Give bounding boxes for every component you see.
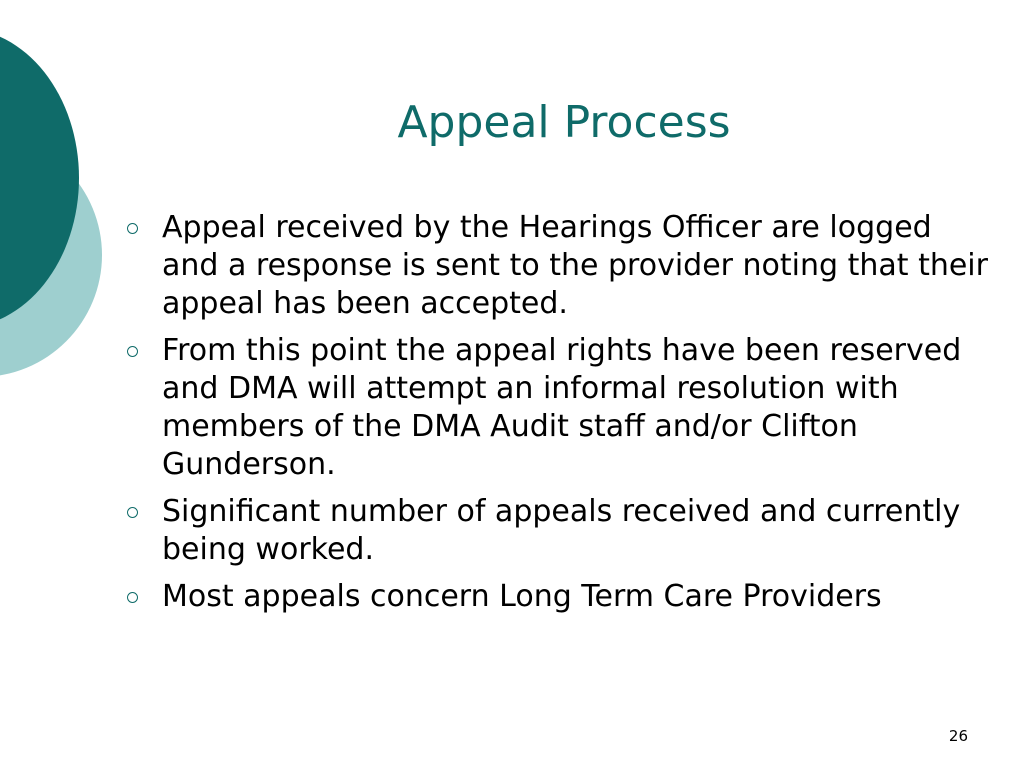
bullet-item (122, 332, 992, 484)
decorative-circles (0, 0, 110, 400)
bullet-text: Most appeals concern Long Term Care Providers (162, 579, 882, 614)
circle-bullet-icon (127, 223, 138, 234)
circle-bullet-icon (127, 592, 138, 603)
bullet-text: Appeal received by the Hearings Officer are logged and a response is sent to the provider noting that their appeal has been accepted. (162, 210, 988, 321)
circle-bullet-icon (127, 346, 138, 357)
bullet-item (122, 209, 992, 323)
bullet-item (122, 493, 992, 569)
bullet-text: Significant number of appeals received and currently being worked. (162, 494, 961, 567)
circle-bullet-icon (127, 507, 138, 518)
bullet-list (122, 209, 992, 625)
bullet-item (122, 578, 992, 616)
bullet-text: From this point the appeal rights have been reserved and DMA will attempt an informal resolution with members of the DMA Audit staff and/or Clifton Gunderson. (162, 333, 962, 482)
slide-title: Appeal Process (397, 97, 731, 148)
page-number: 26 (948, 727, 968, 745)
